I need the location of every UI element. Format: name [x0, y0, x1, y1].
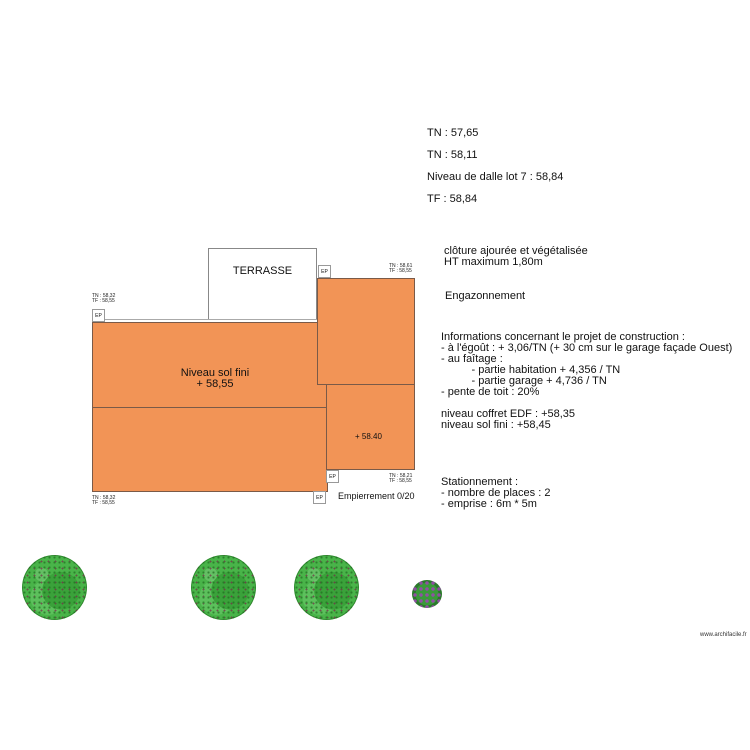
corner-tag-bottom-left [92, 496, 115, 506]
garage-level: + 58.40 [355, 432, 382, 441]
construction-info: Informations concernant le projet de construction : - à l'égoût : + 3,06/TN (+ 30 cm sur le garage façade Ouest) - au faîtage : - partie habitation + 4,356 / TN - partie garage + 4,736 / TN - pente de toit : 20% niveau coffret EDF : +58,35 niveau sol fini : +58,45 [441, 331, 733, 431]
corner-tag-top-right [389, 264, 412, 274]
ep-marker-top: EP [318, 265, 331, 278]
corner-bl-tn: TN : 58,32 [92, 495, 116, 501]
garage-lower-block[interactable] [326, 384, 415, 470]
corner-tr-tn: TN : 58,61 [389, 263, 413, 269]
house-lower-block[interactable] [92, 407, 328, 492]
tf-level: TF : 58,84 [427, 193, 478, 205]
corner-tag-top-left [92, 294, 115, 304]
gravel-label: Empierrement 0/20 [338, 491, 415, 501]
main-floor-label-line1: Niveau sol fini [180, 367, 250, 379]
terrace-area[interactable] [208, 248, 317, 320]
shrub-icon [412, 580, 442, 608]
terrace-label: TERRASSE [232, 265, 293, 277]
parking-info: Stationnement : - nombre de places : 2 - emprise : 6m * 5m [441, 476, 551, 510]
corner-br-tn: TN : 58,21 [389, 473, 413, 479]
lawn-note: Engazonnement [445, 290, 526, 302]
tree-icon [294, 555, 359, 620]
main-floor-label [160, 368, 270, 390]
main-floor-level: + 58,55 [196, 378, 234, 390]
corner-tl-tf: TF : 58,55 [92, 298, 115, 304]
garage-upper-block[interactable] [317, 278, 415, 385]
slab-level: Niveau de dalle lot 7 : 58,84 [427, 171, 564, 183]
corner-tr-tf: TF : 58,55 [389, 268, 412, 274]
corner-br-tf: TF : 58,55 [389, 478, 412, 484]
tree-icon [191, 555, 256, 620]
corner-tl-tn: TN : 58,32 [92, 293, 116, 299]
tree-icon [22, 555, 87, 620]
tn-level-2: TN : 58,11 [427, 149, 478, 161]
corner-bl-tf: TF : 58,55 [92, 500, 115, 506]
tn-level-1: TN : 57,65 [427, 127, 479, 139]
fence-note: clôture ajourée et végétalisée HT maximum 1,80m [444, 245, 588, 268]
ep-marker-garage: EP [326, 470, 339, 483]
corner-tag-bottom-right [389, 474, 412, 484]
watermark: www.archifacile.fr [700, 632, 747, 638]
house-upper-block[interactable] [92, 322, 328, 409]
ep-marker-left: EP [92, 309, 105, 322]
boundary-line [92, 319, 317, 320]
ep-marker-bottom: EP [313, 491, 326, 504]
